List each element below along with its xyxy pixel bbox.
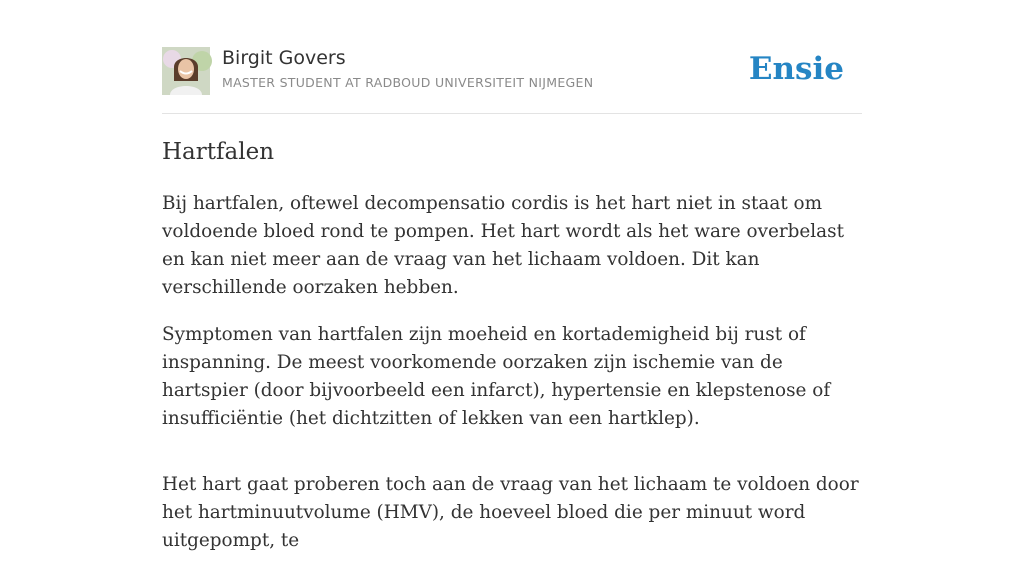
author-title: MASTER STUDENT AT RADBOUD UNIVERSITEIT NIJMEGEN xyxy=(222,75,594,90)
paragraph-spacer xyxy=(162,452,862,471)
brand-logo[interactable]: Ensie xyxy=(748,51,844,87)
author-name[interactable]: Birgit Govers xyxy=(222,47,346,69)
article-card xyxy=(162,0,862,551)
avatar[interactable] xyxy=(162,47,210,95)
article-paragraph: Symptomen van hartfalen zijn moeheid en kortademigheid bij rust of inspanning. De meest voorkomende oorzaken zijn ischemie van de hartspier (door bijvoorbeeld een infarct), hypertensie en klepstenose of insufficiëntie (het dichtzitten of lekken van een hartklep). xyxy=(162,324,831,429)
article-title: Hartfalen xyxy=(162,139,275,165)
article-body xyxy=(162,190,862,574)
avatar-photo-icon xyxy=(162,47,210,95)
article-paragraph: Het hart gaat proberen toch aan de vraag van het lichaam te voldoen door het hartminuutvolume (HMV), de hoeveel bloed die per minuut word uitgepompt, te xyxy=(162,474,859,551)
author-header xyxy=(162,0,862,114)
article-paragraph: Bij hartfalen, oftewel decompensatio cordis is het hart niet in staat om voldoende bloed rond te pompen. Het hart wordt als het ware overbelast en kan niet meer aan de vraag van het lichaam voldoen. Dit kan verschillende oorzaken hebben. xyxy=(162,193,844,298)
